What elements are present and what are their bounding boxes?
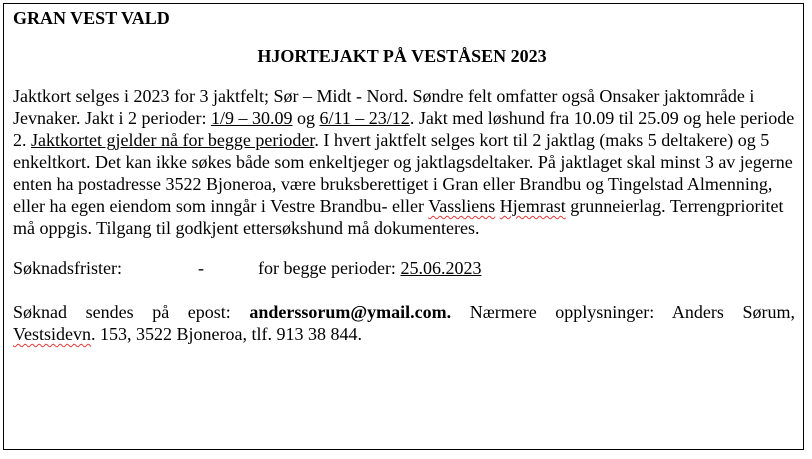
- contact-prefix: Søknad sendes på epost:: [13, 302, 250, 322]
- contact-address: . 153, 3522 Bjoneroa, tlf. 913 38 844.: [91, 324, 362, 344]
- deadline-line: [13, 257, 795, 279]
- contact-email: anderssorum@ymail.com.: [249, 302, 452, 322]
- contact-suffix: Nærmere opplysninger: Anders Sørum,: [451, 302, 795, 322]
- info-text-1: Jaktkort selges i 2023 for 3 jaktfelt; Sør – Midt - Nord. Søndre felt omfatter også Onsaker jaktområde i Jevnaker. Jakt i 2 perioder:: [13, 86, 755, 128]
- deadline-text: for begge perioder:: [258, 258, 401, 278]
- contact-line-2: [13, 324, 362, 344]
- deadline-date: 25.06.2023: [400, 258, 482, 278]
- spellcheck-word-street: Vestsidevn: [13, 324, 91, 344]
- info-text-2: og: [292, 108, 320, 128]
- period-2: 6/11 – 23/12: [319, 108, 410, 128]
- contact-line-1: [13, 301, 795, 323]
- spellcheck-word-hjemrast: Hjemrast: [499, 196, 566, 216]
- period-1: 1/9 – 30.09: [210, 108, 293, 128]
- deadline-label: Søknadsfrister:: [13, 258, 122, 278]
- spellcheck-word-vassliens: Vassliens: [428, 196, 496, 216]
- contact-paragraph: [13, 301, 795, 345]
- organization-name: GRAN VEST VALD: [13, 8, 170, 28]
- document-body: [13, 7, 795, 345]
- validity-notice: Jaktkortet gjelder nå for begge perioder: [31, 130, 315, 150]
- info-text-6: grunneierlag. Terrengprioritet må oppgis. Tilgang til godkjent ettersøkshund må dokumenteres.: [13, 196, 784, 238]
- info-text-3: . Jakt med løshund fra 10.09 til 25.09 og hele periode 2.: [13, 108, 795, 150]
- document-title: HJORTEJAKT PÅ VESTÅSEN 2023: [257, 46, 547, 66]
- info-text-4: . I hvert jaktfelt selges kort til 2 jaktlag (maks 5 deltakere) og 5 enkeltkort. Det kan ikke søkes både som enkeltjeger og jaktlagsdeltaker. På jaktlaget skal minst 3 av jegerne enten ha postadresse 3522 Bjoneroa, være bruksberettiget i Gran eller Brandbu og Tingelstad Almenning, eller ha egen eiendom som inngår i Vestre Brandbu- eller: [13, 130, 793, 216]
- info-paragraph: [13, 85, 795, 239]
- deadline-dash: -: [198, 258, 204, 278]
